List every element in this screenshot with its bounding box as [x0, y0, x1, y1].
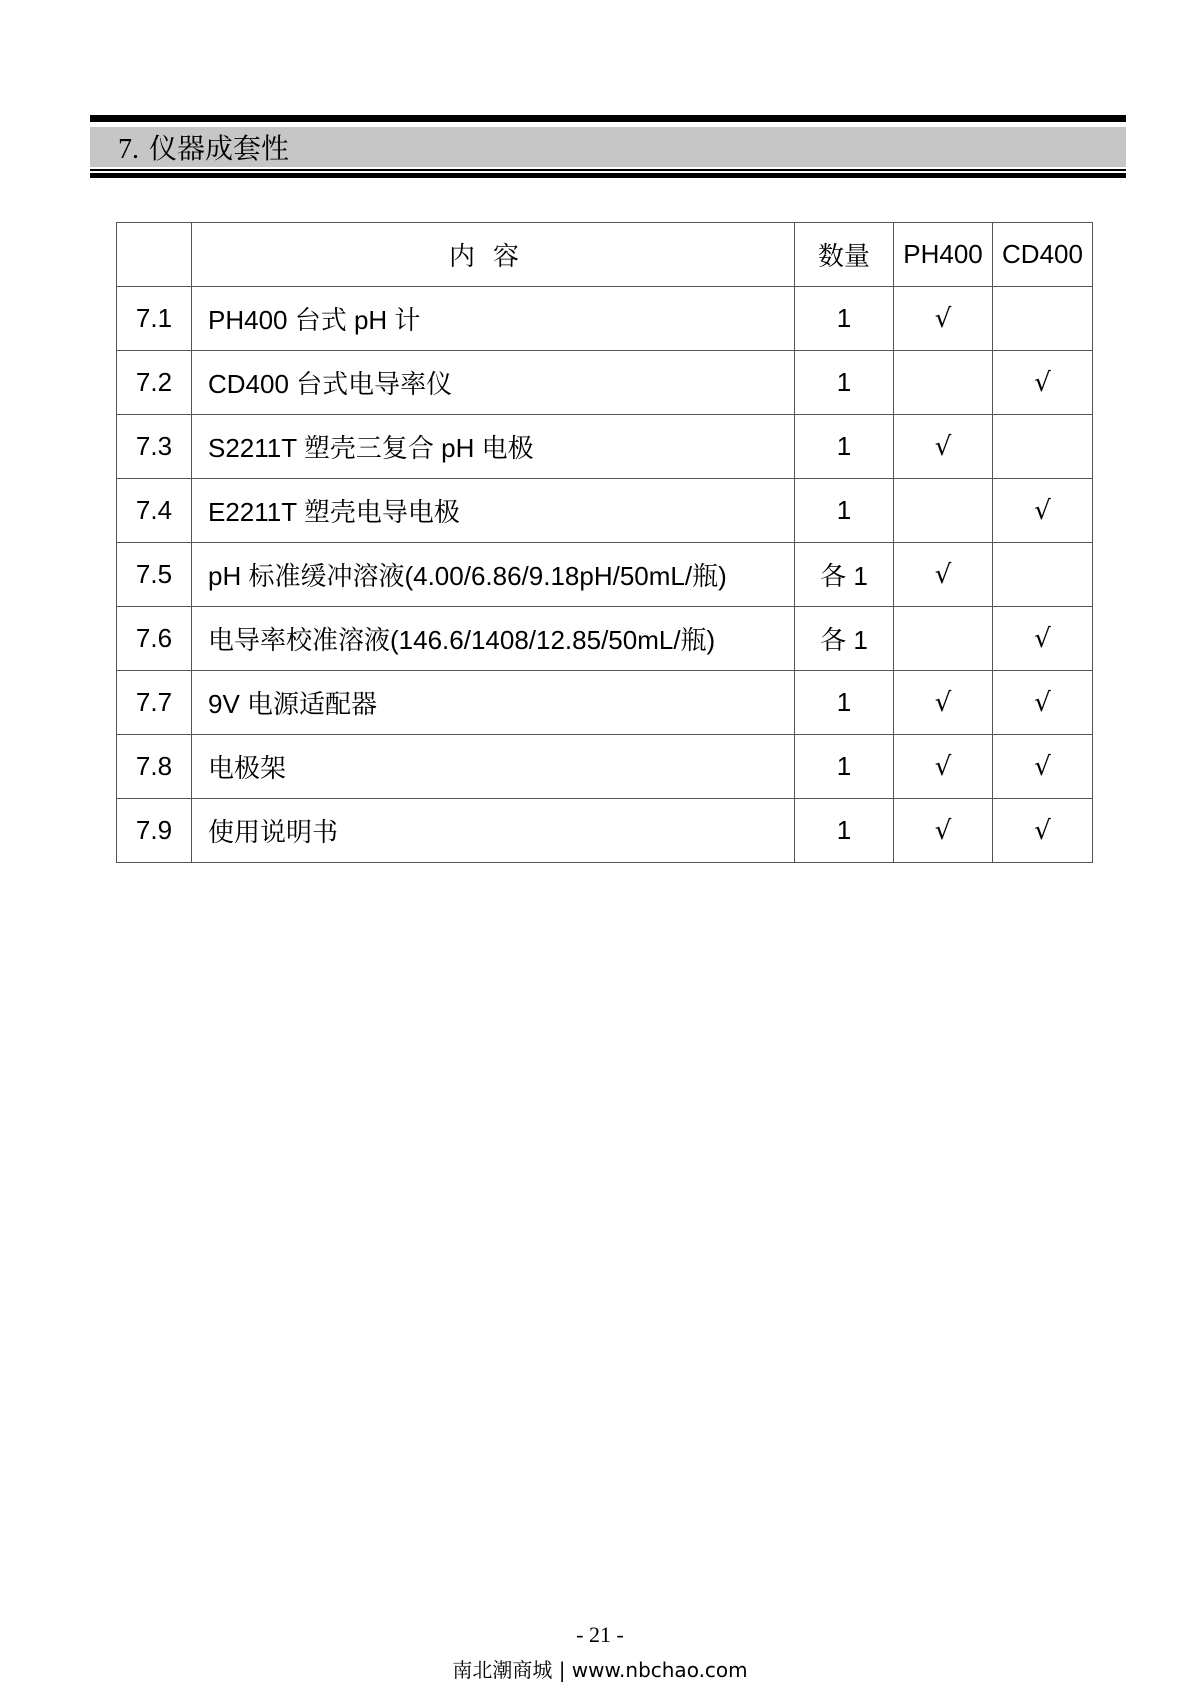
item-number: 7.7 — [117, 671, 192, 735]
item-quantity: 1 — [795, 415, 894, 479]
cd400-check — [993, 287, 1093, 351]
ph400-check: √ — [894, 543, 993, 607]
header-cd400: CD400 — [993, 223, 1093, 287]
ph400-check — [894, 607, 993, 671]
item-number: 7.6 — [117, 607, 192, 671]
section-header — [90, 115, 1126, 179]
item-quantity: 1 — [795, 799, 894, 863]
item-quantity: 各 1 — [795, 543, 894, 607]
header-bottom-rule-thin — [90, 169, 1126, 171]
table-row — [117, 671, 1093, 735]
table-row — [117, 351, 1093, 415]
ph400-check — [894, 479, 993, 543]
cd400-check: √ — [993, 479, 1093, 543]
header-bottom-rule-thick — [90, 173, 1126, 178]
table-row — [117, 287, 1093, 351]
cd400-check: √ — [993, 671, 1093, 735]
header-qty: 数量 — [795, 223, 894, 287]
section-title-text: 仪器成套性 — [149, 132, 290, 165]
page-number: - 21 - — [576, 1622, 624, 1647]
item-number: 7.3 — [117, 415, 192, 479]
item-number: 7.8 — [117, 735, 192, 799]
item-number: 7.5 — [117, 543, 192, 607]
item-content: 使用说明书 — [192, 799, 795, 863]
ph400-check: √ — [894, 415, 993, 479]
footer-brand: 南北潮商城 | www.nbchao.com — [452, 1658, 748, 1682]
ph400-check — [894, 351, 993, 415]
item-number: 7.1 — [117, 287, 192, 351]
ph400-check: √ — [894, 287, 993, 351]
section-number: 7. — [118, 134, 139, 165]
table-row — [117, 607, 1093, 671]
table-body — [117, 287, 1093, 863]
item-quantity: 各 1 — [795, 607, 894, 671]
item-content: 电极架 — [192, 735, 795, 799]
item-content: 9V 电源适配器 — [192, 671, 795, 735]
item-quantity: 1 — [795, 287, 894, 351]
item-content: PH400 台式 pH 计 — [192, 287, 795, 351]
item-quantity: 1 — [795, 735, 894, 799]
section-title — [118, 131, 289, 168]
table-row — [117, 735, 1093, 799]
kit-table — [116, 222, 1093, 863]
item-quantity: 1 — [795, 671, 894, 735]
table-row — [117, 799, 1093, 863]
item-number: 7.2 — [117, 351, 192, 415]
item-content: S2211T 塑壳三复合 pH 电极 — [192, 415, 795, 479]
ph400-check: √ — [894, 735, 993, 799]
table-header-row — [117, 223, 1093, 287]
header-content: 内容 — [192, 223, 795, 287]
ph400-check: √ — [894, 799, 993, 863]
item-number: 7.4 — [117, 479, 192, 543]
item-content: CD400 台式电导率仪 — [192, 351, 795, 415]
item-content: E2211T 塑壳电导电极 — [192, 479, 795, 543]
ph400-check: √ — [894, 671, 993, 735]
cd400-check: √ — [993, 607, 1093, 671]
item-quantity: 1 — [795, 351, 894, 415]
table-row — [117, 543, 1093, 607]
table-row — [117, 479, 1093, 543]
cd400-check: √ — [993, 735, 1093, 799]
header-top-rule — [90, 115, 1126, 122]
cd400-check: √ — [993, 351, 1093, 415]
item-content: 电导率校准溶液(146.6/1408/12.85/50mL/瓶) — [192, 607, 795, 671]
item-number: 7.9 — [117, 799, 192, 863]
cd400-check: √ — [993, 799, 1093, 863]
table-row — [117, 415, 1093, 479]
item-content: pH 标准缓冲溶液(4.00/6.86/9.18pH/50mL/瓶) — [192, 543, 795, 607]
header-no — [117, 223, 192, 287]
cd400-check — [993, 543, 1093, 607]
cd400-check — [993, 415, 1093, 479]
header-ph400: PH400 — [894, 223, 993, 287]
item-quantity: 1 — [795, 479, 894, 543]
